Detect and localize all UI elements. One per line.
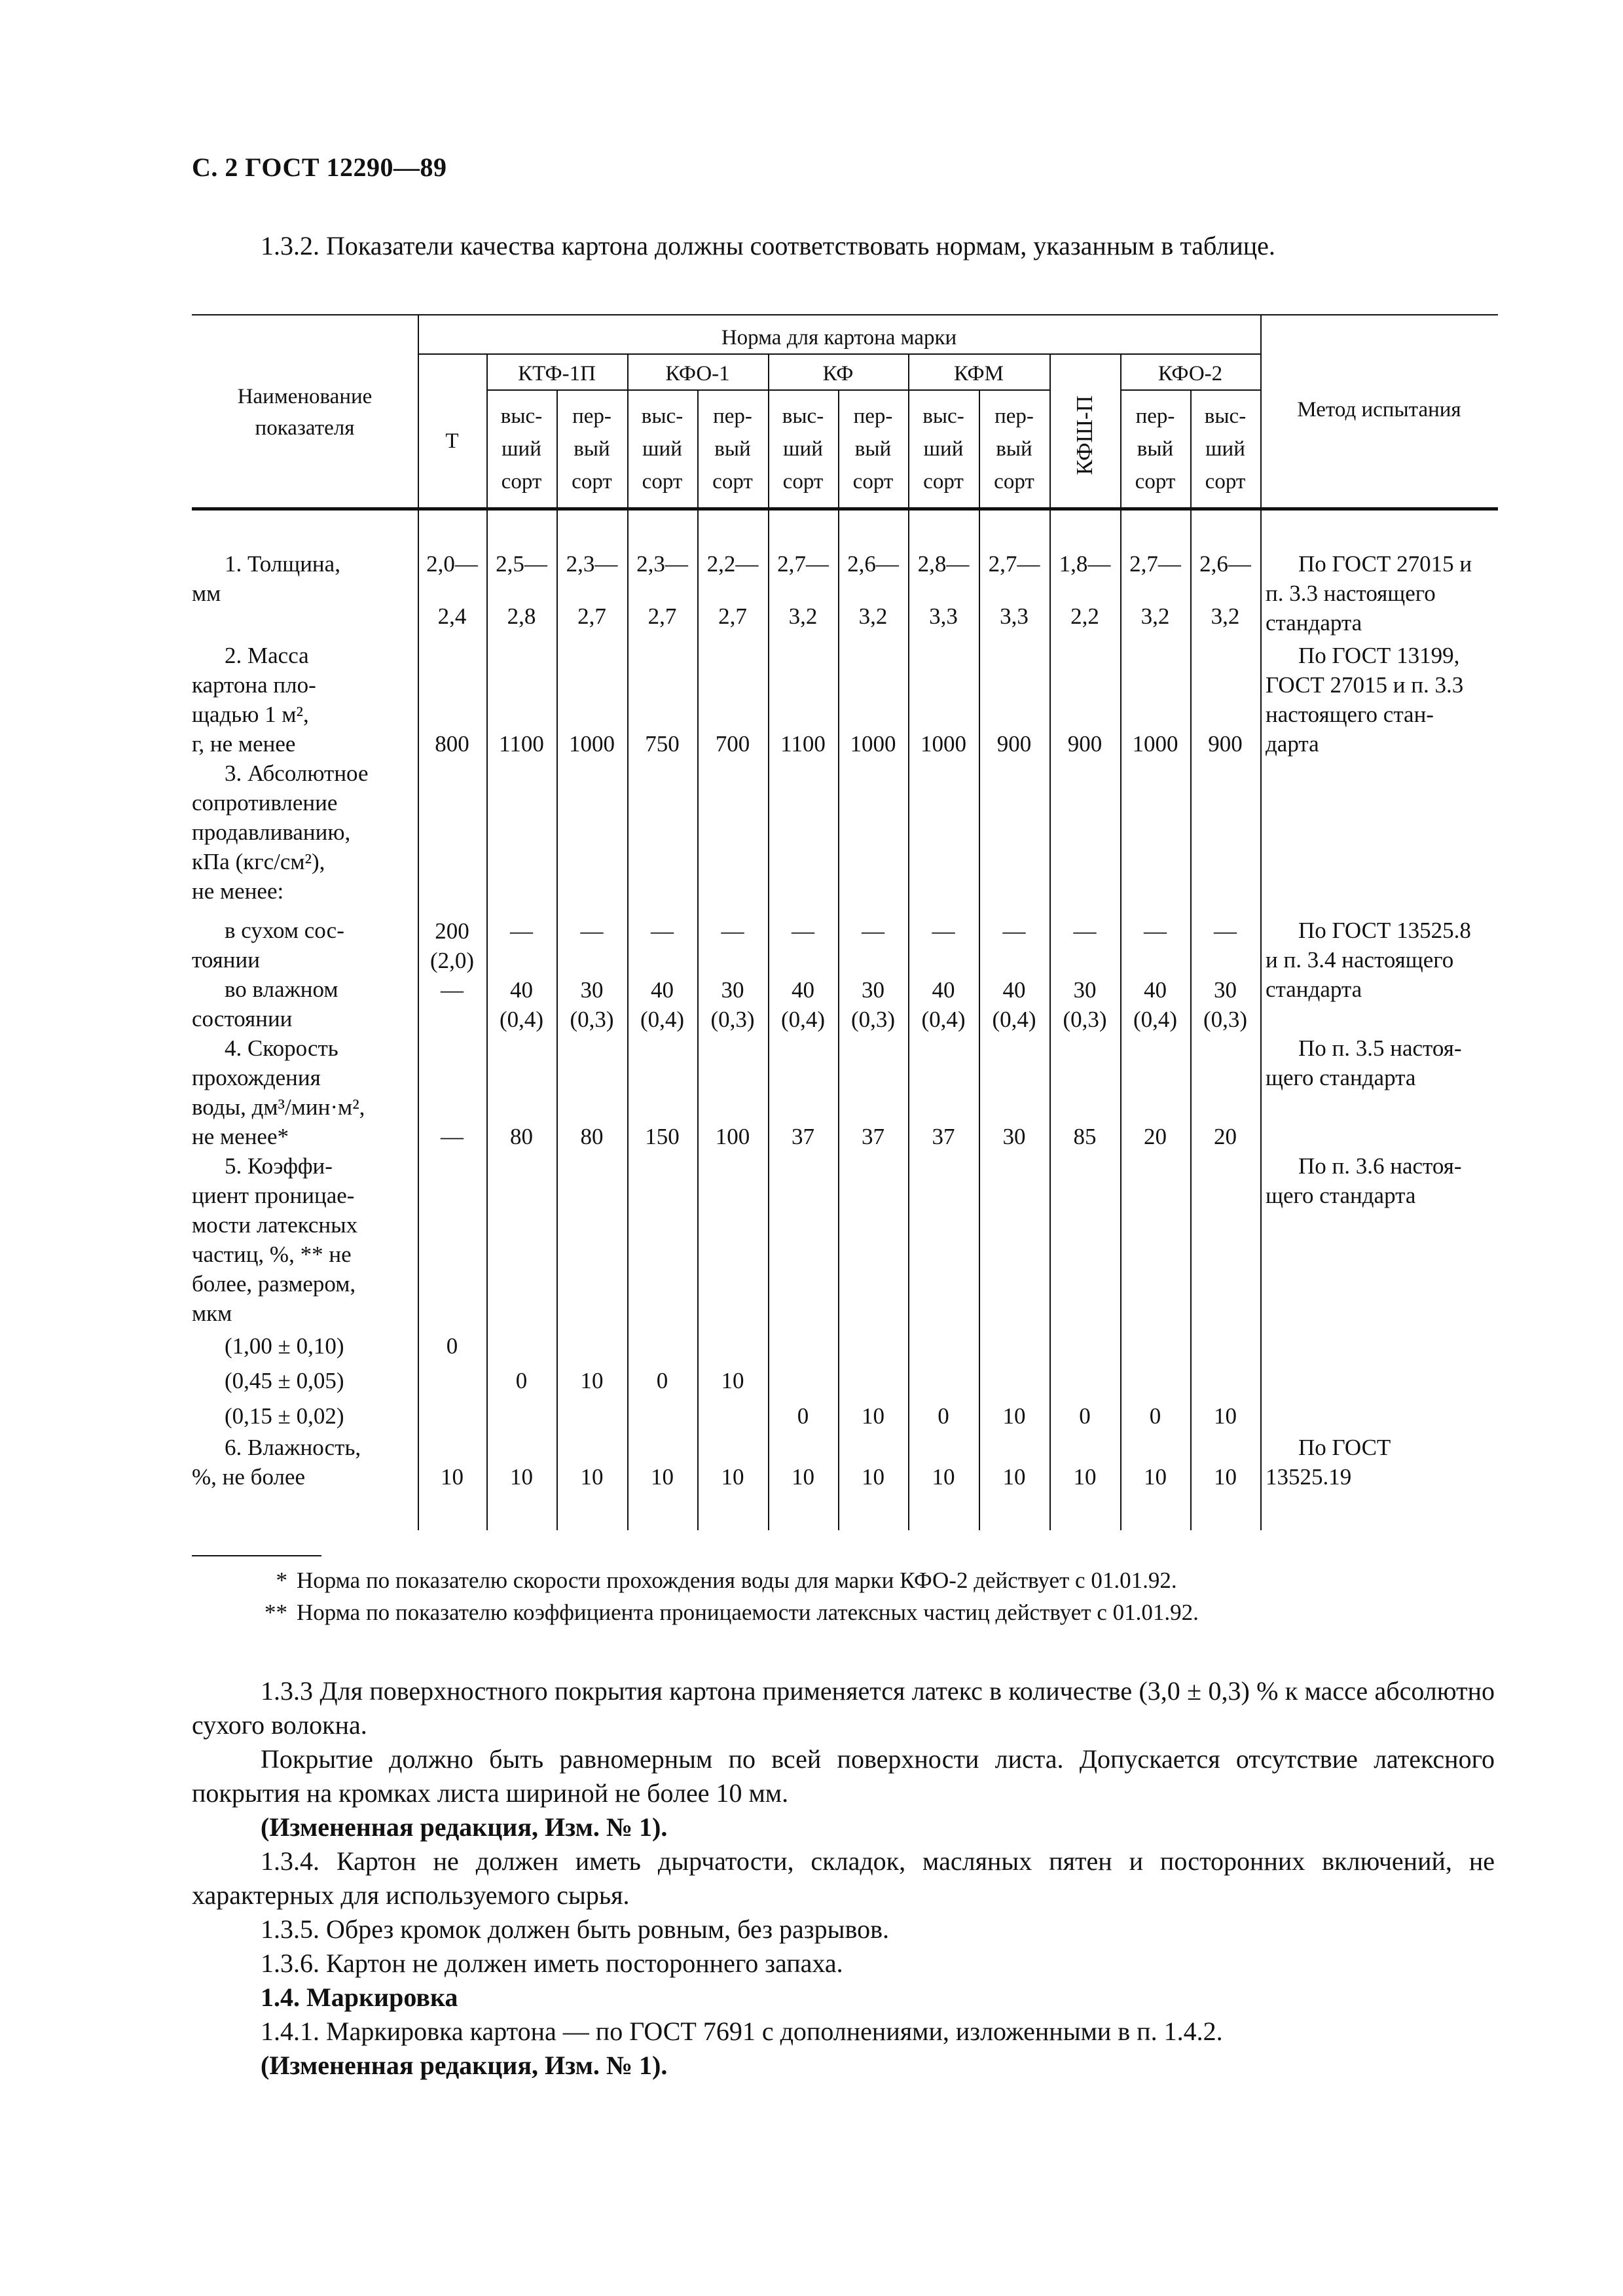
row-value: 37	[862, 1124, 884, 1149]
header-grade: сорт	[852, 470, 894, 493]
header-grade: вый	[714, 437, 751, 461]
row-value: 10	[932, 1464, 955, 1490]
row-value: 2,7—	[1129, 551, 1181, 577]
footnote-mark: **	[264, 1600, 287, 1625]
row-name: во влажном	[225, 977, 338, 1002]
row-value: 1,8—	[1059, 551, 1111, 577]
row-name: более, размером,	[192, 1271, 356, 1297]
header-grade: пер-	[713, 404, 752, 428]
row-value: 10	[1214, 1403, 1237, 1429]
row-value: 2,3—	[566, 551, 618, 577]
row-value: 0	[1079, 1403, 1091, 1429]
row-value: 10	[862, 1403, 884, 1429]
row-subname: (0,15 ± 0,02)	[225, 1403, 344, 1429]
row-value: 30 (0,3)	[1063, 977, 1107, 1032]
row-value: 3,3	[929, 603, 958, 629]
footnote-2	[251, 1600, 1199, 1626]
header-grade: сорт	[712, 470, 753, 493]
header-grade: пер-	[572, 404, 611, 428]
row-value: 200 (2,0)	[429, 918, 475, 973]
row-value: 10	[580, 1464, 604, 1490]
row-value: 1100	[499, 731, 544, 757]
row-value: 900	[996, 731, 1032, 757]
row-method: п. 3.3 настоящего	[1266, 581, 1436, 606]
row-value: 3,2	[1140, 603, 1170, 629]
row-name: кПа (кгс/см²),	[192, 849, 325, 874]
row-value: 750	[645, 731, 680, 757]
row-value: 2,4	[437, 603, 467, 629]
row-value: 0	[656, 1368, 668, 1393]
header-grade: сорт	[501, 470, 542, 493]
header-name: показателя	[255, 416, 355, 440]
header-brand: КФ	[822, 362, 854, 386]
row-value: 0	[1149, 1403, 1161, 1429]
row-name: 6. Влажность,	[225, 1435, 361, 1460]
row-method: 13525.19	[1266, 1464, 1352, 1490]
row-value: 10	[792, 1464, 814, 1490]
row-value: 2,2—	[706, 551, 759, 577]
row-method: стандарта	[1266, 977, 1362, 1002]
row-method: По п. 3.6 настоя-	[1298, 1153, 1462, 1179]
row-subname: (0,45 ± 0,05)	[225, 1368, 344, 1393]
row-value: 10	[1144, 1464, 1167, 1490]
header-col-t: Т	[445, 429, 459, 453]
header-grade: ший	[642, 437, 682, 461]
paragraph-coating: Покрытие должно быть равномерным по всей поверхности листа. Допускается отсутствие латексного покрытия на кромках листа шириной не более 10 мм.	[192, 1744, 1495, 1808]
row-value: 2,7	[647, 603, 677, 629]
row-value: 30 (0,3)	[850, 977, 896, 1032]
row-value: 2,6—	[847, 551, 899, 577]
row-name: частиц, %, ** не	[192, 1242, 352, 1267]
row-name: 5. Коэффи-	[225, 1153, 333, 1179]
row-name: тоянии	[192, 947, 260, 973]
row-name: циент проницае-	[192, 1183, 355, 1208]
row-value: —	[932, 918, 955, 944]
row-value: 80	[510, 1124, 533, 1149]
row-value: 2,7	[718, 603, 747, 629]
row-value: —	[721, 918, 744, 944]
row-value: 10	[441, 1464, 464, 1490]
row-value: 2,8	[507, 603, 536, 629]
row-value: 40 (0,4)	[921, 977, 966, 1032]
row-value: 10	[651, 1464, 674, 1490]
row-method: дарта	[1266, 731, 1319, 757]
row-value: —	[1002, 918, 1026, 944]
row-value: 10	[721, 1368, 744, 1393]
row-method: По п. 3.5 настоя-	[1298, 1035, 1462, 1061]
row-value: 10	[580, 1368, 604, 1393]
row-value: —	[441, 1124, 464, 1149]
row-value: 85	[1073, 1124, 1097, 1149]
row-name: состоянии	[192, 1006, 293, 1031]
row-name: %, не более	[192, 1464, 306, 1490]
row-value: 10	[1073, 1464, 1097, 1490]
row-value: 30 (0,3)	[1203, 977, 1248, 1032]
row-value: 0	[515, 1368, 528, 1393]
row-name: не менее*	[192, 1124, 289, 1149]
row-value: 1000	[1132, 731, 1178, 757]
paragraph-1-3-6: 1.3.6. Картон не должен иметь постороннего запаха.	[261, 1948, 843, 1978]
row-method: настоящего стан-	[1266, 702, 1434, 727]
row-value: 10	[510, 1464, 533, 1490]
header-grade: вый	[1137, 437, 1174, 461]
header-grade: ший	[1205, 437, 1245, 461]
footnote-mark: *	[276, 1568, 287, 1593]
row-name: мкм	[192, 1300, 232, 1326]
header-brand-vertical: КФШ-П	[1072, 395, 1097, 475]
header-grade: вый	[996, 437, 1032, 461]
header-grade: вый	[574, 437, 610, 461]
header-grade: сорт	[1205, 470, 1246, 493]
footnote-text: Норма по показателю скорости прохождения воды для марки КФО-2 действует с 01.01.92.	[297, 1568, 1177, 1593]
row-value: 40 (0,4)	[780, 977, 826, 1032]
header-grade: ший	[923, 437, 964, 461]
row-value: 1000	[850, 731, 896, 757]
header-grade: выс-	[782, 404, 824, 428]
row-name: 1. Толщина,	[225, 551, 340, 577]
row-value: 2,0—	[426, 551, 478, 577]
row-name: щадью 1 м²,	[192, 702, 309, 727]
header-grade: сорт	[782, 470, 824, 493]
header-bottom-rule	[192, 507, 1498, 511]
row-name: сопротивление	[192, 790, 338, 816]
row-value: 10	[1214, 1464, 1237, 1490]
header-grade: выс-	[641, 404, 684, 428]
header-grade: выс-	[922, 404, 964, 428]
row-value: 37	[932, 1124, 955, 1149]
row-value: 10	[1002, 1464, 1026, 1490]
header-grade: выс-	[500, 404, 543, 428]
row-name: 3. Абсолютное	[225, 761, 369, 786]
header-grade: сорт	[572, 470, 612, 493]
row-value: 40 (0,4)	[640, 977, 685, 1032]
row-value: 0	[446, 1333, 458, 1359]
row-name: прохождения	[192, 1065, 321, 1090]
row-name: не менее:	[192, 878, 284, 904]
row-name: мости латексных	[192, 1212, 358, 1238]
header-grade: выс-	[1204, 404, 1247, 428]
header-name: Наименование	[237, 385, 373, 408]
section-heading-1-4: 1.4. Маркировка	[261, 1982, 458, 2012]
row-value: 1000	[569, 731, 615, 757]
row-subname: (1,00 ± 0,10)	[225, 1333, 344, 1359]
row-value: 2,7—	[777, 551, 829, 577]
row-method: ГОСТ 27015 и п. 3.3	[1266, 672, 1464, 698]
header-grade: вый	[854, 437, 892, 461]
row-method: По ГОСТ 13199,	[1298, 643, 1460, 668]
page-header: С. 2 ГОСТ 12290—89	[192, 152, 447, 182]
row-value: 900	[1067, 731, 1103, 757]
row-value: —	[441, 977, 464, 1003]
row-value: —	[1144, 918, 1167, 944]
row-value: 150	[645, 1124, 680, 1149]
row-value: 2,7—	[988, 551, 1040, 577]
row-value: 700	[715, 731, 750, 757]
row-name: картона пло-	[192, 672, 316, 698]
paragraph-1-3-5: 1.3.5. Обрез кромок должен быть ровным, без разрывов.	[261, 1914, 889, 1944]
header-brand: КТФ-1П	[518, 362, 596, 386]
quality-table	[192, 314, 1501, 1525]
header-brand: КФО-1	[665, 362, 730, 386]
row-value: 30	[1002, 1124, 1026, 1149]
row-value: 30 (0,3)	[570, 977, 614, 1032]
row-value: 0	[797, 1403, 809, 1429]
footnote-text: Норма по показателю коэффициента проницаемости латексных частиц действует с 01.01.92.	[297, 1600, 1199, 1625]
header-norm: Норма для картона марки	[721, 326, 957, 350]
paragraph-1-3-3: 1.3.3 Для поверхностного покрытия картона применяется латекс в количестве (3,0 ± 0,3) % к массе абсолютно сухого волокна.	[192, 1676, 1495, 1740]
row-value: 0	[938, 1403, 949, 1429]
row-method: стандарта	[1266, 610, 1362, 636]
header-brand: КФМ	[954, 362, 1004, 386]
row-value: 10	[721, 1464, 744, 1490]
header-grade: ший	[783, 437, 823, 461]
intro-paragraph: 1.3.2. Показатели качества картона должны соответствовать нормам, указанным в таблице.	[261, 231, 1275, 260]
row-method: По ГОСТ	[1298, 1435, 1391, 1460]
amendment-note: (Измененная редакция, Изм. № 1).	[261, 1812, 668, 1842]
body-text	[192, 1674, 1495, 2083]
row-value: 40 (0,4)	[992, 977, 1036, 1032]
row-value: —	[1214, 918, 1237, 944]
row-value: 3,2	[788, 603, 818, 629]
row-value: —	[651, 918, 674, 944]
header-grade: сорт	[642, 470, 683, 493]
row-method: По ГОСТ 27015 и	[1298, 551, 1472, 577]
row-value: 800	[435, 731, 469, 757]
row-method: щего стандарта	[1266, 1183, 1416, 1208]
amendment-note: (Измененная редакция, Изм. № 1).	[261, 2051, 668, 2080]
table-top-rule	[192, 314, 1498, 315]
header-grade: сорт	[923, 470, 964, 493]
row-value: 37	[792, 1124, 814, 1149]
row-value: —	[580, 918, 604, 944]
header-method: Метод испытания	[1297, 398, 1461, 422]
row-value: 10	[862, 1464, 884, 1490]
header-grade: ший	[501, 437, 541, 461]
row-value: —	[862, 918, 884, 944]
row-value: 3,3	[1000, 603, 1029, 629]
row-value: 2,2	[1070, 603, 1099, 629]
row-method: щего стандарта	[1266, 1065, 1416, 1090]
header-grade: сорт	[1135, 470, 1176, 493]
row-value: —	[792, 918, 814, 944]
row-value: 30 (0,3)	[710, 977, 755, 1032]
row-method: и п. 3.4 настоящего	[1266, 947, 1454, 973]
footnote-1	[251, 1568, 1177, 1594]
row-value: 2,6—	[1199, 551, 1251, 577]
row-value: 900	[1208, 731, 1243, 757]
row-value: 1000	[921, 731, 966, 757]
row-name: 2. Масса	[225, 643, 309, 668]
header-grade: пер-	[994, 404, 1034, 428]
row-name: воды, дм³/мин·м²,	[192, 1094, 365, 1120]
row-name: в сухом сос-	[225, 918, 344, 943]
row-value: 40 (0,4)	[1133, 977, 1178, 1032]
row-name: продавливанию,	[192, 819, 351, 845]
row-value: 1100	[780, 731, 826, 757]
row-value: 3,2	[858, 603, 888, 629]
row-value: 2,7	[577, 603, 606, 629]
row-value: 2,3—	[636, 551, 688, 577]
row-value: —	[510, 918, 533, 944]
row-value: 2,8—	[917, 551, 970, 577]
row-value: 100	[715, 1124, 750, 1149]
row-value: 40 (0,4)	[499, 977, 544, 1032]
header-grade: сорт	[994, 470, 1034, 493]
paragraph-1-4-1: 1.4.1. Маркировка картона — по ГОСТ 7691 с дополнениями, изложенными в п. 1.4.2.	[261, 2017, 1223, 2046]
row-value: 80	[580, 1124, 604, 1149]
row-value: 10	[1002, 1403, 1026, 1429]
row-name: мм	[192, 581, 221, 606]
header-brand: КФО-2	[1158, 362, 1223, 386]
row-method: По ГОСТ 13525.8	[1298, 918, 1471, 943]
row-value: 2,5—	[496, 551, 547, 577]
row-name: 4. Скорость	[225, 1035, 338, 1061]
row-value: 20	[1144, 1124, 1167, 1149]
header-grade: пер-	[1135, 404, 1175, 428]
column-rule	[1260, 314, 1262, 1530]
header-grade: пер-	[853, 404, 893, 428]
paragraph-1-3-4: 1.3.4. Картон не должен иметь дырчатости, складок, масляных пятен и посторонних включений, не характерных для используемого сырья.	[192, 1846, 1495, 1910]
row-value: —	[1073, 918, 1097, 944]
footnote-separator	[192, 1555, 321, 1556]
row-name: г, не менее	[192, 731, 296, 757]
row-value: 20	[1214, 1124, 1237, 1149]
row-value: 3,2	[1211, 603, 1240, 629]
